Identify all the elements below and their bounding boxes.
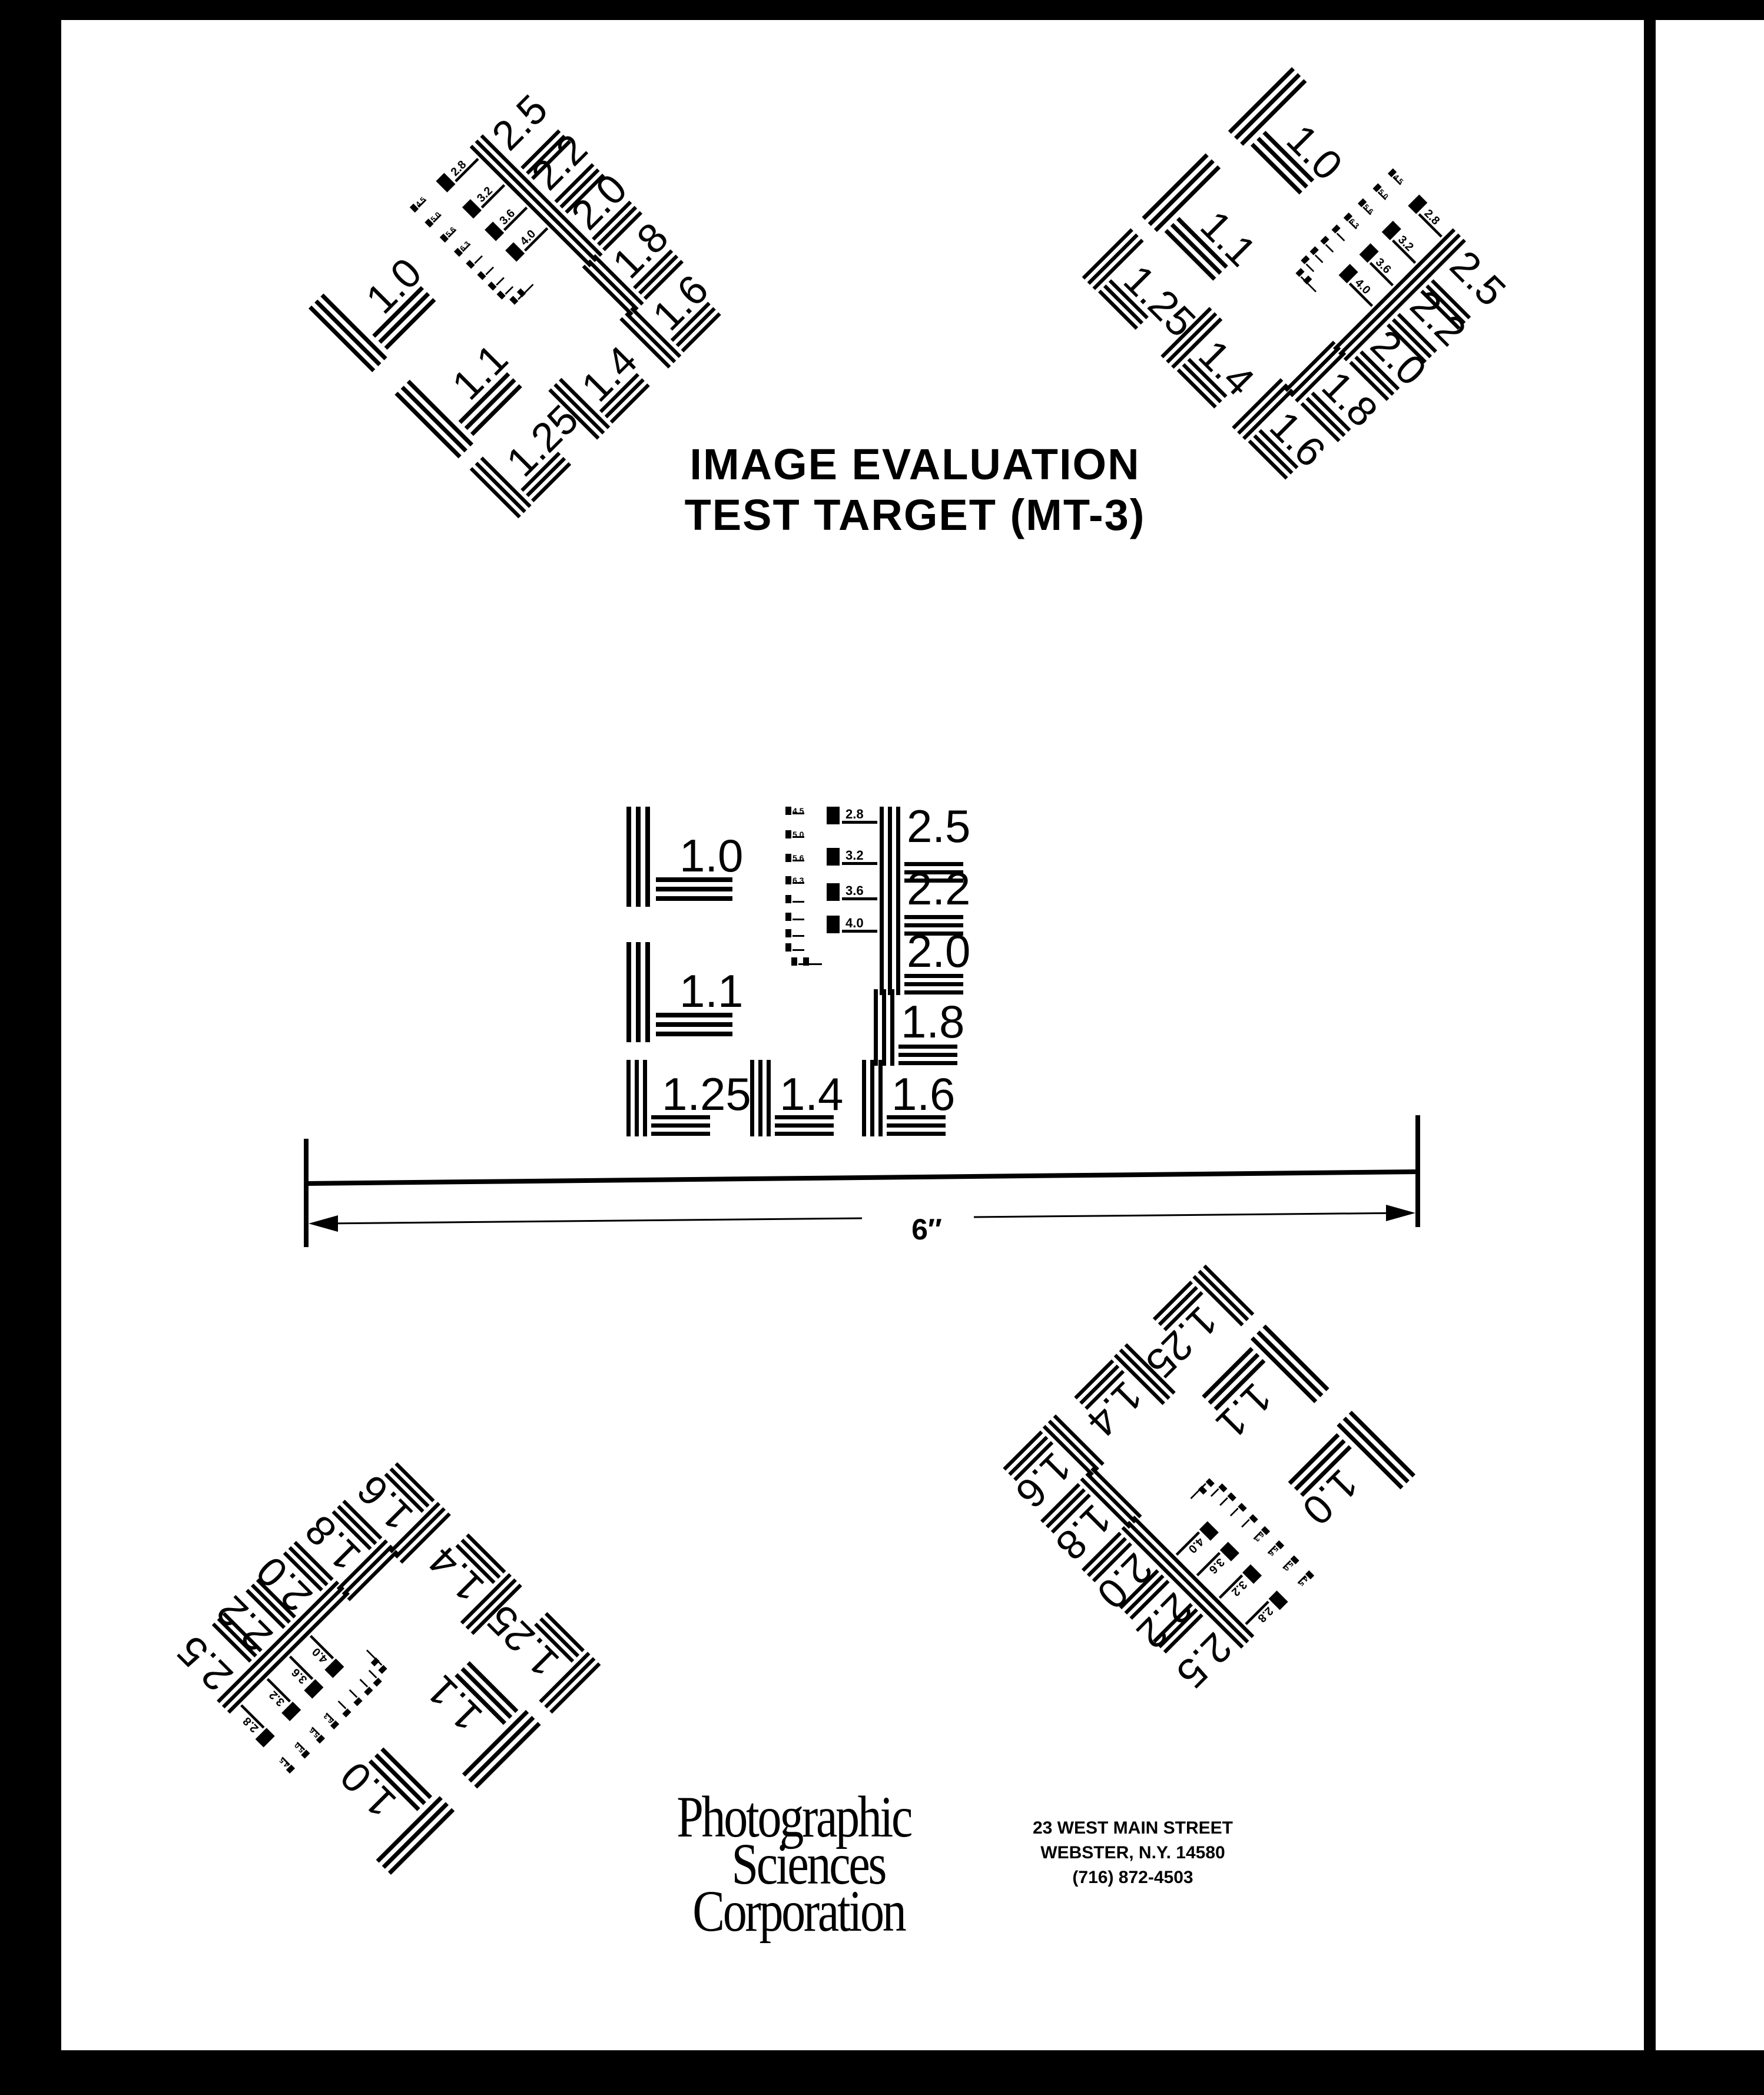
address-line-3: (716) 872-4503 [1072, 1868, 1193, 1887]
resolution-target-top-right [1082, 63, 1515, 496]
logo-line-1: Photographic [677, 1784, 911, 1849]
title-line-1: IMAGE EVALUATION [689, 440, 1140, 489]
ruler-label: 6″ [911, 1213, 942, 1246]
address-line-2: WEBSTER, N.Y. 14580 [1040, 1843, 1225, 1862]
title-line-2: TEST TARGET (MT-3) [684, 490, 1146, 539]
resolution-target-bottom-right [987, 1265, 1420, 1698]
target-title [621, 439, 1209, 541]
adjacent-page-edge [1656, 20, 1764, 2050]
resolution-target-center [61, 20, 1644, 2050]
logo-line-2: Sciences [731, 1831, 886, 1897]
company-logo [644, 1784, 943, 1944]
address-line-1: 23 WEST MAIN STREET [1032, 1818, 1234, 1838]
resolution-target-bottom-left [168, 1446, 601, 1879]
logo-line-3: Corporation [692, 1878, 905, 1944]
ruler-arrow-left [309, 1215, 338, 1232]
ruler-arrow-right [1386, 1205, 1415, 1221]
company-address [1003, 1816, 1262, 1890]
test-target-sheet [61, 20, 1644, 2050]
